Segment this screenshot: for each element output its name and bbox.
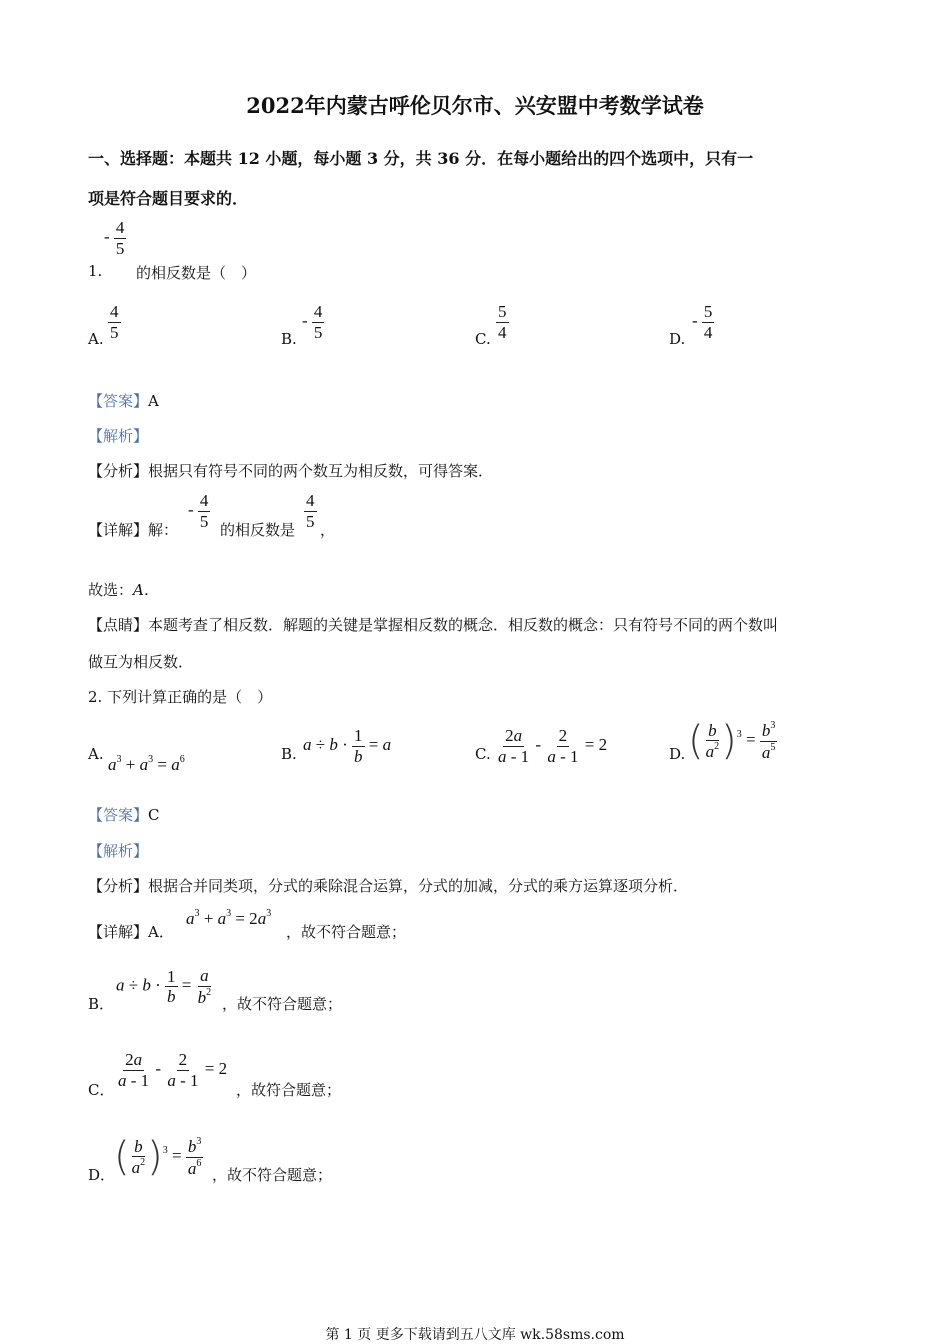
q1-detail-frac2: $\frac{4}{5}$ xyxy=(306,491,315,531)
page-footer: 第 1 页 更多下载请到五八文库 wk.58sms.com xyxy=(325,1327,625,1343)
q2-option-d-label: D. xyxy=(669,745,686,763)
q1-option-d-label: D. xyxy=(669,330,686,348)
q2-option-c: $\frac{2a}{a - 1}$ - $\frac{2}{a - 1}$ = 2 xyxy=(498,726,608,766)
q2-detail-d-formula: ( $\frac{b}{a^2}$ )$^3$ = $\frac{b^3}{a^6}$ xyxy=(114,1134,202,1181)
q1-option-a: $\frac{4}{5}$ xyxy=(110,302,119,342)
q2-detail-a-result: ，故不符合题意； xyxy=(286,923,407,941)
q1-stem-fraction: - $\frac{4}{5}$ xyxy=(104,218,125,258)
q2-stem: 2. 下列计算正确的是（ ） xyxy=(88,688,273,706)
q2-detail-c-formula: $\frac{2a}{a - 1}$ - $\frac{2}{a - 1}$ = 2 xyxy=(118,1050,228,1090)
q2-option-d: ( $\frac{b}{a^2}$ )$^3$ = $\frac{b^3}{a^5}$ xyxy=(688,718,776,765)
q2-option-a-label: A. xyxy=(88,745,104,763)
q1-comment-line1: 【点睛】本题考查了相反数．解题的关键是掌握相反数的概念．相反数的概念：只有符号不同的两个数叫 xyxy=(88,616,779,634)
q2-option-b: a ÷ b · $\frac{1}{b}$ = a xyxy=(303,726,392,766)
q2-option-b-label: B. xyxy=(281,745,297,763)
q1-detail-frac1: - $\frac{4}{5}$ xyxy=(188,491,209,531)
q2-detail-a: 【详解】A． xyxy=(88,923,174,941)
q1-detail-end: ， xyxy=(320,521,336,539)
q2-detail-c-result: ，故符合题意； xyxy=(236,1081,342,1099)
q1-option-b-label: B. xyxy=(281,330,297,348)
q1-stem: 的相反数是（ ） xyxy=(136,264,257,282)
q1-option-c: $\frac{5}{4}$ xyxy=(498,302,507,342)
q1-number: 1. xyxy=(88,262,103,280)
q1-answer: 【答案】A xyxy=(88,392,159,410)
q2-detail-d-result: ，故不符合题意； xyxy=(212,1166,333,1184)
q2-detail-b-prefix: B． xyxy=(88,995,115,1013)
q1-comment-line2: 做互为相反数． xyxy=(88,653,194,671)
q1-detail-mid: 的相反数是 xyxy=(220,521,296,539)
q2-detail-b-result: ，故不符合题意； xyxy=(222,995,343,1013)
q2-detail-a-formula: $a^3 + a^3 = 2a^3$ xyxy=(186,908,272,928)
q1-fenxi: 【分析】根据只有符号不同的两个数互为相反数，可得答案． xyxy=(88,462,494,480)
q1-option-d: - $\frac{5}{4}$ xyxy=(692,302,713,342)
q1-detail-label: 【详解】解： xyxy=(88,521,179,539)
q2-detail-b-formula: a ÷ b · $\frac{1}{b}$ = $\frac{a}{b^2}$ xyxy=(116,966,212,1007)
q1-choose: 故选：A． xyxy=(88,581,159,599)
q1-option-a-label: A. xyxy=(88,330,104,348)
q1-option-c-label: C. xyxy=(475,330,491,348)
page-title: 2022年内蒙古呼伦贝尔市、兴安盟中考数学试卷 xyxy=(246,93,704,118)
q2-fenxi: 【分析】根据合并同类项，分式的乘除混合运算，分式的加减，分式的乘方运算逐项分析． xyxy=(88,877,689,895)
q1-analysis-label: 【解析】 xyxy=(88,427,149,445)
q2-detail-d-prefix: D． xyxy=(88,1166,116,1184)
q2-option-a: $a^3 + a^3 = a^6$ xyxy=(108,754,185,774)
q2-option-c-label: C. xyxy=(475,745,491,763)
section-heading-line2: 项是符合题目要求的． xyxy=(88,189,249,208)
q2-detail-c-prefix: C． xyxy=(88,1081,115,1099)
q2-analysis-label: 【解析】 xyxy=(88,842,149,860)
q1-option-b: - $\frac{4}{5}$ xyxy=(302,302,323,342)
section-heading-line1: 一、选择题：本题共 12 小题，每小题 3 分，共 36 分．在每小题给出的四个选项中，只有一 xyxy=(88,149,754,168)
q2-answer: 【答案】C xyxy=(88,806,160,824)
